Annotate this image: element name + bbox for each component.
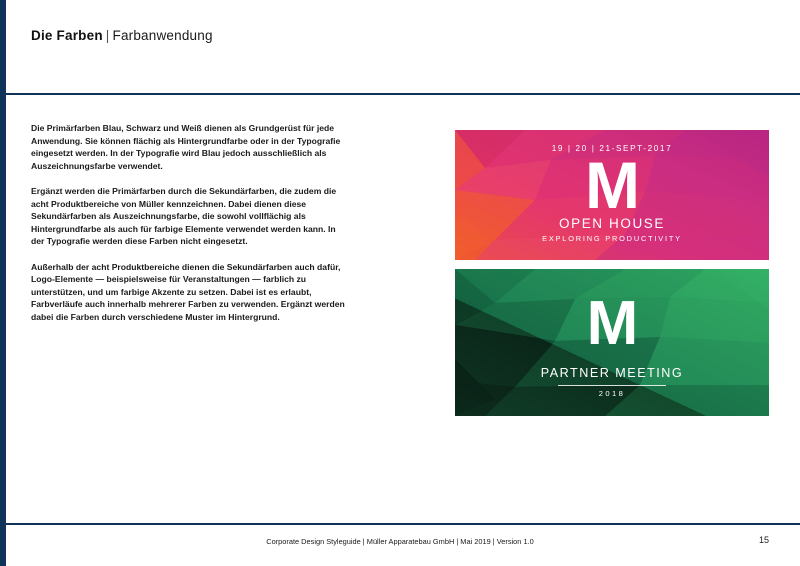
body-text-column [31,122,351,324]
open-house-title: OPEN HOUSE [558,216,666,231]
body-paragraph-2: Ergänzt werden die Primärfarben durch die Sekundärfarben, die zudem die acht Produktbereiche von Müller kennzeichnen. Dabei dienen diese Sekundärfarben als Auszeichnungsfarbe, die sowohl vollflächig als Hintergrundfarbe als auch für farbige Elemente verwendet werden kann. In der Typografie werden diese Farben nicht eingesetzt. [31,185,337,247]
page-title-separator: | [105,28,110,43]
partner-meeting-divider [558,385,666,386]
page-title-light: Farbanwendung [112,28,213,43]
open-house-card [455,130,769,260]
header-divider [0,93,800,95]
open-house-logo-letter: M [585,148,639,222]
page-number: 15 [758,535,769,545]
partner-meeting-title: PARTNER MEETING [540,366,684,380]
partner-meeting-card [455,269,769,416]
body-paragraph-3: Außerhalb der acht Produktbereiche dienen die Sekundärfarben auch dafür, Logo-Elemente — beispielsweise für Veranstaltungen — farblich zu unterstützen, und um farbige Akzente zu setzen. Dabei ist es erlaubt, Farbverläufe auch innerhalb mehrerer Farben zu verwenden. Ergänzt werden dabei die Farben durch verschiedene Muster im Hintergrund. [31,261,345,322]
open-house-subtitle: EXPLORING PRODUCTIVITY [542,234,682,243]
open-house-card-content [455,130,769,260]
partner-meeting-card-content [455,269,769,416]
footer-divider [0,523,800,525]
page-title-bold: Die Farben [31,28,103,43]
page-title [31,28,213,43]
partner-meeting-logo-letter: M [586,289,638,358]
partner-meeting-year: 2018 [598,389,626,398]
left-accent-bar [0,0,6,566]
footer-caption: Corporate Design Styleguide | Müller Apparatebau GmbH | Mai 2019 | Version 1.0 [266,537,534,546]
open-house-date: 19 | 20 | 21-SEPT-2017 [551,144,673,153]
body-paragraph-1: Die Primärfarben Blau, Schwarz und Weiß dienen als Grundgerüst für jede Anwendung. Sie können flächig als Hintergrundfarbe oder in der Typografie eingesetzt werden. In der Typografie wird Blau jedoch ausschließlich als Auszeichnungsfarbe verwendet. [31,123,341,171]
